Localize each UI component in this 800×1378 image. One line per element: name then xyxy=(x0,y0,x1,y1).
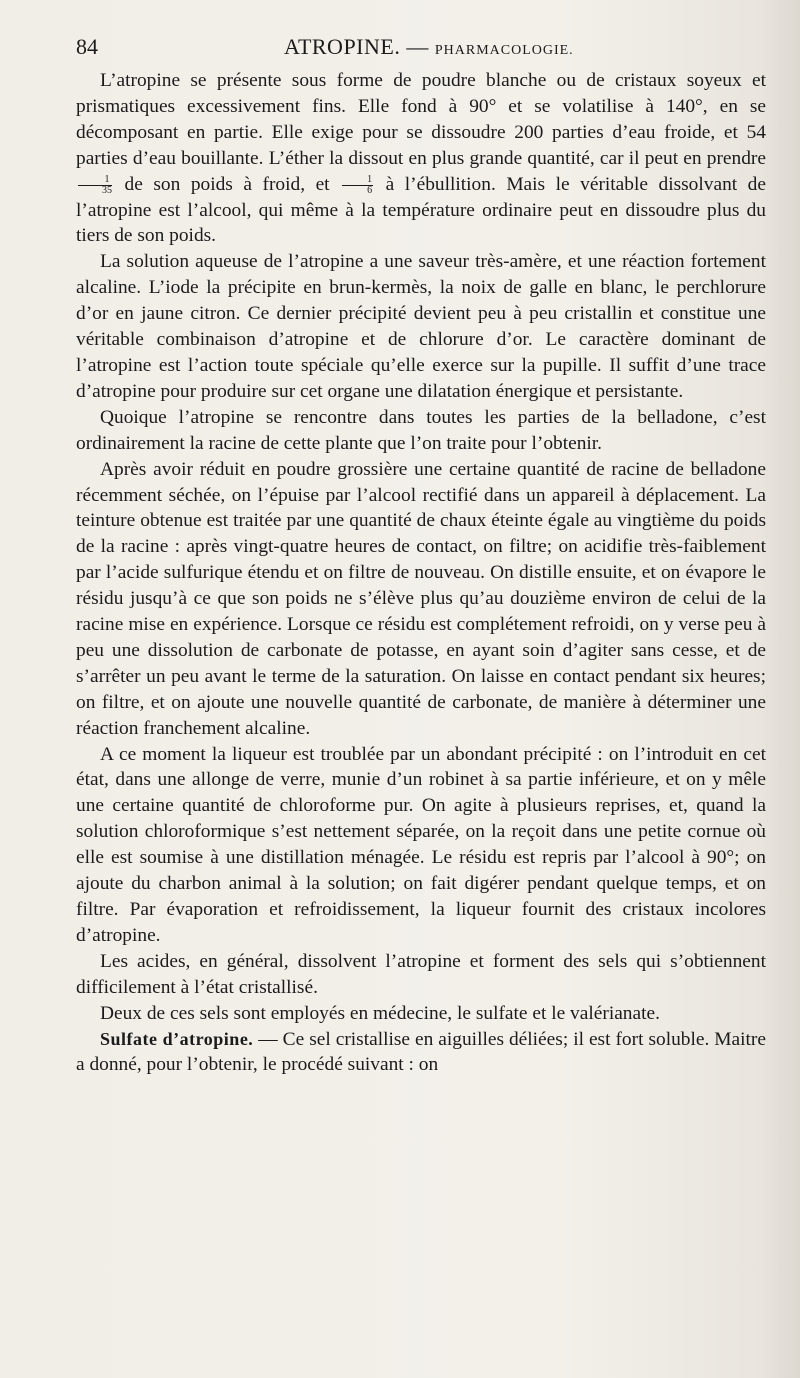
paragraph: Quoique l’atropine se rencontre dans toutes les parties de la belladone, c’est ordinairement la racine de cette plante que l’on traite pour l’obtenir. xyxy=(76,406,766,454)
fraction-denominator: 6 xyxy=(367,184,373,196)
text-span: de son poids à froid, et xyxy=(124,173,330,195)
paragraph: A ce moment la liqueur est troublée par un abondant précipité : on l’introduit en cet état, dans une allonge de verre, munie d’un robinet à sa partie inférieure, et on y mêle une certaine quantité de chloroforme pur. On agite à plusieurs reprises, et, quand la solution chloroformique s’est nettement séparée, on la reçoit dans une petite cornue où elle est soumise à une distillation ménagée. Le résidu est repris par l’alcool à 90°; on ajoute du charbon animal à la solution; on fait digérer pendant quelque temps, et on filtre. Par évaporation et refroidissement, la liqueur fournit des cristaux incolores d’atropine. xyxy=(76,743,766,946)
text-span: L’atropine se présente sous forme de poudre blanche ou de cristaux soyeux et prismatiques excessivement fins. Elle fond à 90° et se volatilise à 140°, en se décomposant en partie. Elle exige pour se dissoudre 200 parties d’eau froide, et 54 parties d’eau bouillante. L’éther la dissout en plus grande quantité, car il peut en prendre xyxy=(76,70,766,169)
body-text xyxy=(76,68,766,1078)
text-span: — Ce sel cristallise en aiguilles déliées; il est fort soluble. Maitre a donné, pour l’obtenir, le procédé suivant : on xyxy=(76,1028,766,1076)
running-header xyxy=(76,34,766,64)
chapter-title: ATROPINE. xyxy=(284,34,401,59)
fraction xyxy=(78,175,112,196)
header-dash: — xyxy=(400,34,435,59)
paragraph xyxy=(76,68,766,249)
section-heading: Sulfate d’atropine. xyxy=(100,1028,254,1049)
page-number: 84 xyxy=(76,34,98,59)
fraction-numerator: 1 xyxy=(78,175,112,186)
section-title: PHARMACOLOGIE. xyxy=(434,43,574,58)
paragraph xyxy=(76,1027,766,1079)
text-span: à l’ébullition. Mais le véritable dissolvant de l’atropine est l’alcool, qui même à la température ordinaire peut en dissoudre plus du tiers de son poids. xyxy=(76,173,766,247)
paragraph: Les acides, en général, dissolvent l’atropine et forment des sels qui s’obtiennent difficilement à l’état cristallisé. xyxy=(76,950,766,998)
fraction-denominator: 35 xyxy=(102,184,112,196)
paragraph: Deux de ces sels sont employés en médecine, le sulfate et le valérianate. xyxy=(100,1002,660,1024)
running-title xyxy=(284,34,574,60)
fraction-numerator: 1 xyxy=(342,175,373,186)
paragraph: Après avoir réduit en poudre grossière une certaine quantité de racine de belladone récemment séchée, on l’épuise par l’alcool rectifié dans un appareil à déplacement. La teinture obtenue est traitée par une quantité de chaux éteinte égale au vingtième du poids de la racine : après vingt-quatre heures de contact, on filtre; on acidifie très-faiblement par l’acide sulfurique étendu et on filtre de nouveau. On distille ensuite, et on évapore le résidu jusqu’à ce que son poids ne s’élève plus qu’au douzième environ de celui de la racine mise en expérience. Lorsque ce résidu est complétement refroidi, on y verse peu à peu une dissolution de carbonate de potasse, en ayant soin d’agiter sans cesse, et de s’arrêter un peu avant le terme de la saturation. On laisse en contact pendant six heures; on filtre, et on ajoute une nouvelle quantité de carbonate, de manière à déterminer une réaction franchement alcaline. xyxy=(76,458,766,739)
paragraph: La solution aqueuse de l’atropine a une saveur très-amère, et une réaction fortement alcaline. L’iode la précipite en brun-kermès, la noix de galle en blanc, le perchlorure d’or en jaune citron. Ce dernier précipité devient peu à peu cristallin et constitue une véritable combinaison d’atropine et de chlorure d’or. Le caractère dominant de l’atropine est l’action toute spéciale qu’elle exerce sur la pupille. Il suffit d’une trace d’atropine pour produire sur cet organe une dilatation énergique et persistante. xyxy=(76,251,766,402)
fraction xyxy=(342,175,373,196)
